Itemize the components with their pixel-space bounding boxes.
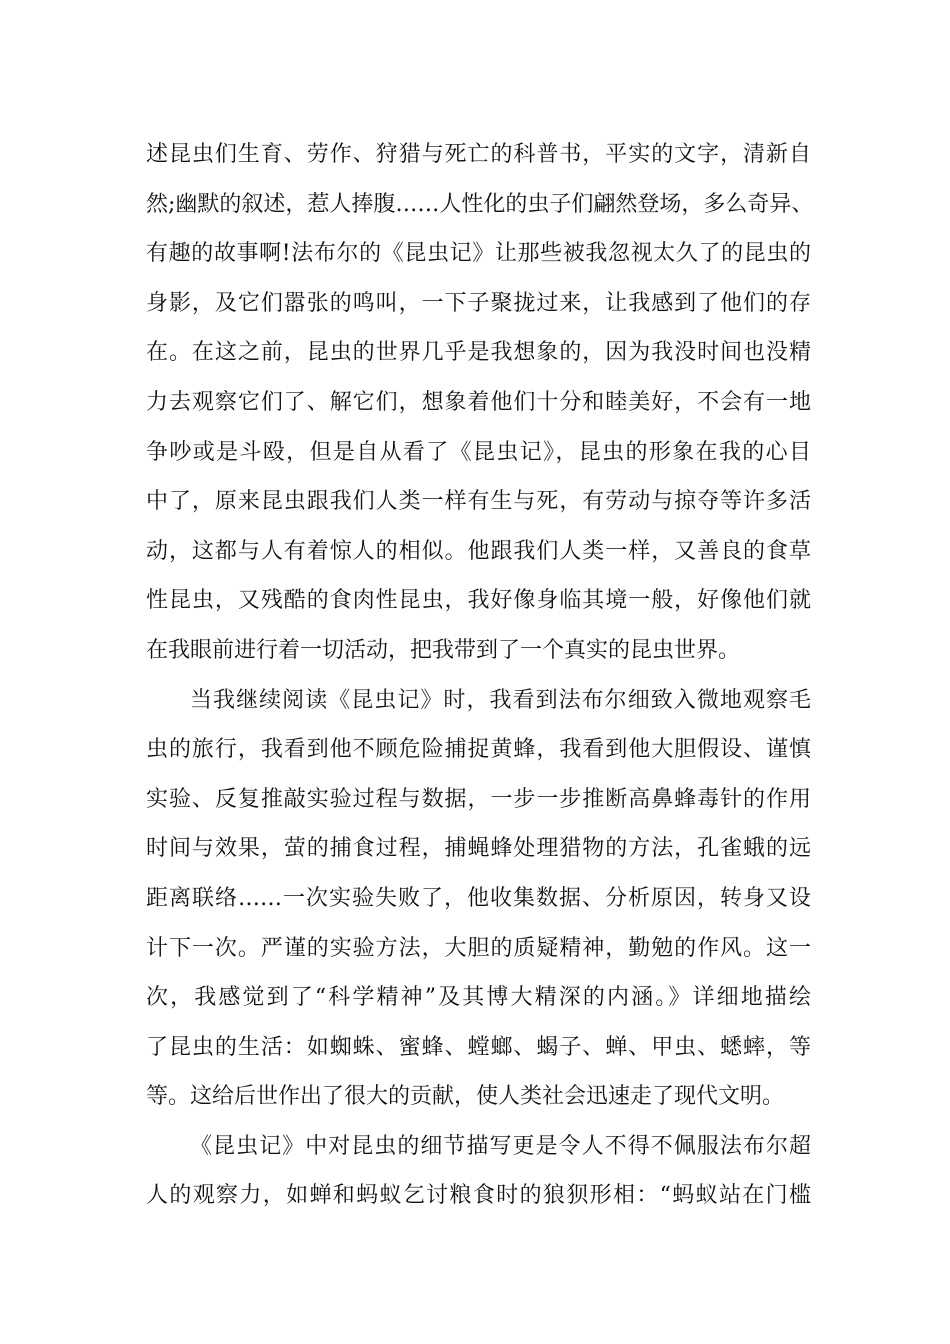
text-line: 虫的旅行，我看到他不顾危险捕捉黄蜂，我看到他大胆假设、谨慎 [146,737,811,763]
text-line: 力去观察它们了、解它们，想象着他们十分和睦美好，不会有一地 [146,389,811,415]
text-line: 动，这都与人有着惊人的相似。他跟我们人类一样，又善良的食草 [146,538,811,564]
text-line: 然;幽默的叙述，惹人捧腹……人性化的虫子们翩然登场，多么奇异、 [146,191,814,217]
paragraph-first-line: 《昆虫记》中对昆虫的细节描写更是令人不得不佩服法布尔超 [190,1133,811,1159]
text-line: 时间与效果，萤的捕食过程，捕蝇蜂处理猎物的方法，孔雀蛾的远 [146,836,811,862]
text-line: 人的观察力，如蝉和蚂蚁乞讨粮食时的狼狈形相：“蚂蚁站在门槛 [146,1183,811,1209]
text-line: 计下一次。严谨的实验方法，大胆的质疑精神，勤勉的作风。这一 [146,935,811,961]
text-line: 在我眼前进行着一切活动，把我带到了一个真实的昆虫世界。 [146,637,741,663]
text-line: 性昆虫，又残酷的食肉性昆虫，我好像身临其境一般，好像他们就 [146,588,811,614]
paragraph-first-line: 当我继续阅读《昆虫记》时，我看到法布尔细致入微地观察毛 [190,687,811,713]
text-line: 在。在这之前，昆虫的世界几乎是我想象的，因为我没时间也没精 [146,340,811,366]
text-line: 实验、反复推敲实验过程与数据，一步一步推断高鼻蜂毒针的作用 [146,786,811,812]
text-line: 等。这给后世作出了很大的贡献，使人类社会迅速走了现代文明。 [146,1084,785,1110]
text-line: 有趣的故事啊!法布尔的《昆虫记》让那些被我忽视太久了的昆虫的 [146,241,811,267]
body-text [146,130,814,1221]
text-line: 身影，及它们嚣张的鸣叫，一下子聚拢过来，让我感到了他们的存 [146,290,811,316]
text-line: 中了，原来昆虫跟我们人类一样有生与死，有劳动与掠夺等许多活 [146,489,811,515]
text-line: 争吵或是斗殴，但是自从看了《昆虫记》，昆虫的形象在我的心目 [146,439,811,465]
text-line: 了昆虫的生活：如蜘蛛、蜜蜂、螳螂、蝎子、蝉、甲虫、蟋蟀，等 [146,1034,811,1060]
text-line: 距离联络……一次实验失败了，他收集数据、分析原因，转身又设 [146,885,811,911]
text-line: 次，我感觉到了“科学精神”及其博大精深的内涵。》详细地描绘 [146,985,811,1011]
text-line: 述昆虫们生育、劳作、狩猎与死亡的科普书，平实的文字，清新自 [146,142,811,167]
